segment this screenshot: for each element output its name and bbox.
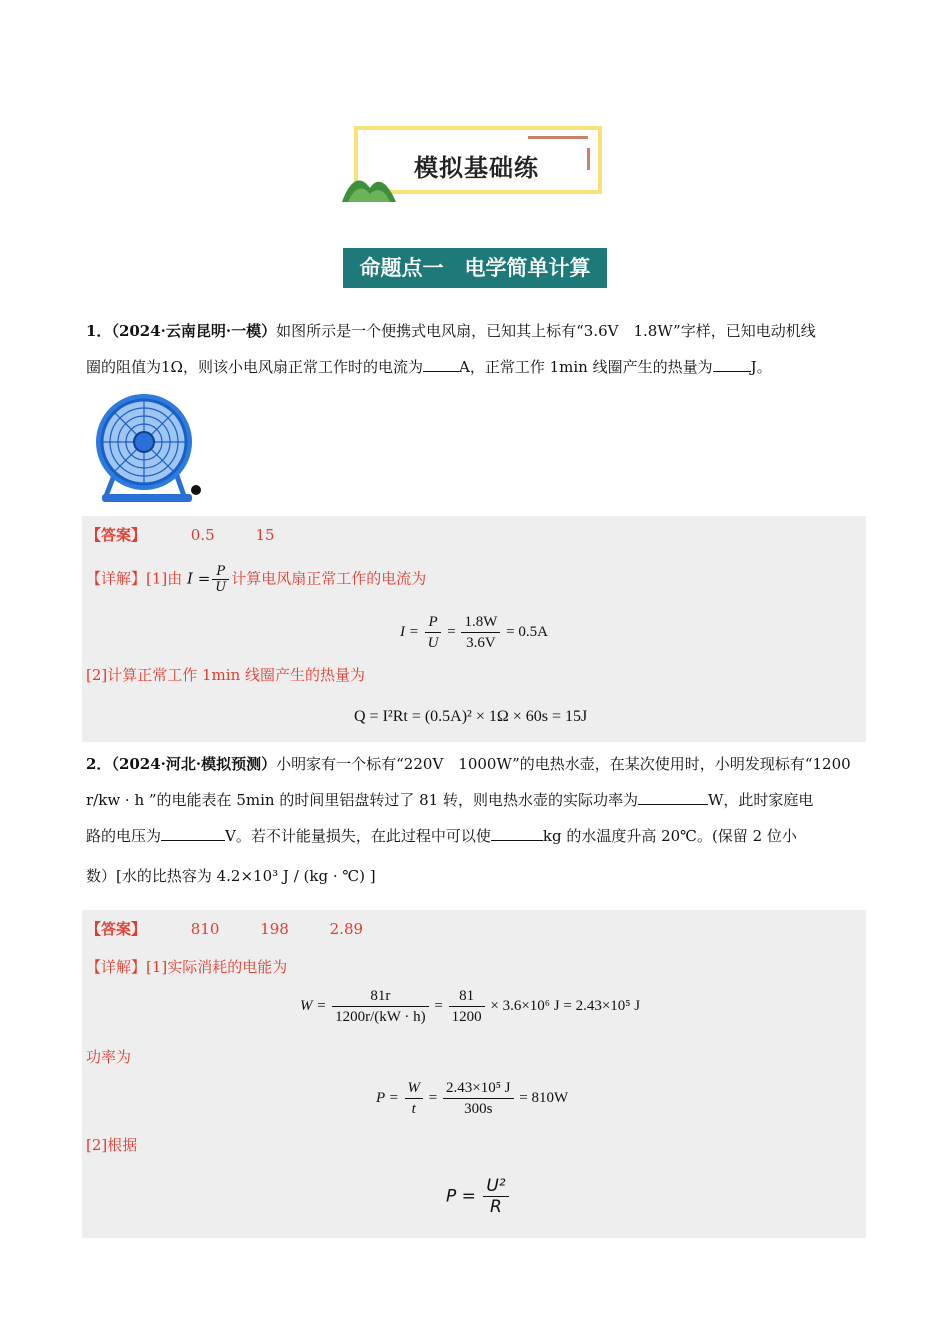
- eq-lhs: P =: [376, 1089, 399, 1106]
- question-source: （2024·河北·模拟预测）: [111, 755, 277, 773]
- question-text: 圈的阻值为1Ω，则该小电风扇正常工作时的电流为: [86, 358, 423, 376]
- detail-text: 计算电风扇正常工作的电流为: [231, 569, 427, 588]
- eq-num: 1.8W: [461, 612, 500, 633]
- eq-lhs: P =: [446, 1186, 476, 1207]
- hills-icon: [340, 170, 400, 204]
- question-text: 数）[水的比热容为 4.2×10³ J / (kg · ℃) ]: [86, 867, 376, 885]
- question-number: 1．: [86, 322, 112, 340]
- eq-num: U²: [483, 1176, 508, 1197]
- eq-num: P: [425, 612, 442, 633]
- answer-label: 【答案】: [86, 526, 147, 544]
- answer-blank: [161, 824, 225, 841]
- eq-den: t: [411, 1101, 416, 1117]
- question-text: A，正常工作 1min 线圈产生的热量为: [458, 358, 713, 376]
- eq-num: W: [405, 1078, 424, 1099]
- detail-line: [86, 956, 287, 977]
- answer-value: 810: [190, 920, 220, 938]
- banner-title: 模拟基础练: [414, 154, 539, 182]
- equation-heat: Q = I²Rt = (0.5A)² × 1Ω × 60s = 15J: [354, 708, 588, 725]
- question-1: [86, 313, 876, 385]
- eq-den: 300s: [464, 1101, 493, 1117]
- equation-power-formula: [446, 1176, 511, 1217]
- answer-value: 15: [255, 526, 275, 544]
- detail-line: [2]根据: [86, 1136, 138, 1154]
- eq-rhs: × 3.6×10⁶ J = 2.43×10⁵ J: [490, 997, 641, 1014]
- question-text: 小明家有一个标有“220V 1000W”的电热水壶，在某次使用时，小明发现标有“1200: [276, 755, 851, 773]
- equation-power: [376, 1078, 568, 1119]
- banner-decoration: [528, 136, 588, 139]
- detail-text: [1]由: [146, 569, 183, 588]
- eq-den: 3.6V: [466, 635, 496, 651]
- answer-box-1: [82, 516, 866, 742]
- answer-value: 2.89: [329, 920, 364, 938]
- eq-num: 81: [449, 986, 485, 1007]
- eq-lhs: W =: [300, 997, 327, 1014]
- question-text: 如图所示是一个便携式电风扇，已知其上标有“3.6V 1.8W”字样，已知电动机线: [276, 322, 816, 340]
- question-text: V。若不计能量损失，在此过程中可以使: [225, 827, 491, 845]
- question-source: （2024·云南昆明·一模）: [111, 322, 277, 340]
- eq-den: 1200r/(kW · h): [335, 1009, 426, 1025]
- eq-num: 81r: [332, 986, 429, 1007]
- detail-text: [1]实际消耗的电能为: [146, 958, 288, 976]
- detail-label: 【详解】: [86, 569, 147, 588]
- eq-sign: =: [447, 623, 456, 640]
- question-text: 路的电压为: [86, 827, 162, 845]
- section-title: 命题点一 电学简单计算: [343, 248, 607, 288]
- question-text: W，此时家庭电: [707, 791, 814, 809]
- eq-den: R: [490, 1197, 502, 1217]
- question-text: J。: [750, 358, 772, 376]
- eq-sign: =: [434, 997, 443, 1014]
- eq-sign: =: [428, 1089, 438, 1106]
- answer-blank: [638, 788, 708, 805]
- eq-num: 2.43×10⁵ J: [443, 1078, 514, 1099]
- equation-energy: [300, 986, 640, 1027]
- answer-label: 【答案】: [86, 920, 147, 938]
- question-number: 2．: [86, 755, 112, 773]
- detail-line: 【详解】[1]由 I = $\frac{P}{U}$ 计算电风扇正常工作的电流为: [86, 564, 427, 595]
- answer-line: [86, 524, 275, 545]
- answer-line: [86, 918, 363, 939]
- detail-line: [2]计算正常工作 1min 线圈产生的热量为: [86, 666, 366, 684]
- question-text: r/kw · h ”的电能表在 5min 的时间里铝盘转过了 81 转，则电热水壶的实际功率为: [86, 791, 638, 809]
- eq-rhs: = 810W: [519, 1089, 569, 1106]
- answer-value: 0.5: [190, 526, 215, 544]
- equation-current: [400, 612, 548, 653]
- answer-blank: [713, 355, 751, 372]
- answer-box-2: [82, 910, 866, 1238]
- question-text: kg 的水温度升高 20℃。(保留 2 位小: [542, 827, 797, 845]
- answer-blank: [423, 355, 459, 372]
- eq-rhs: = 0.5A: [506, 623, 548, 640]
- answer-blank: [491, 824, 543, 841]
- question-2: [86, 746, 898, 894]
- eq-lhs: I =: [400, 623, 419, 640]
- banner-decoration: [587, 148, 590, 170]
- detail-label: 【详解】: [86, 958, 147, 976]
- answer-value: 198: [260, 920, 289, 938]
- eq-den: 1200: [451, 1009, 482, 1025]
- detail-line: 功率为: [86, 1048, 132, 1066]
- electric-fan-image: [84, 390, 208, 510]
- eq-den: U: [427, 635, 439, 651]
